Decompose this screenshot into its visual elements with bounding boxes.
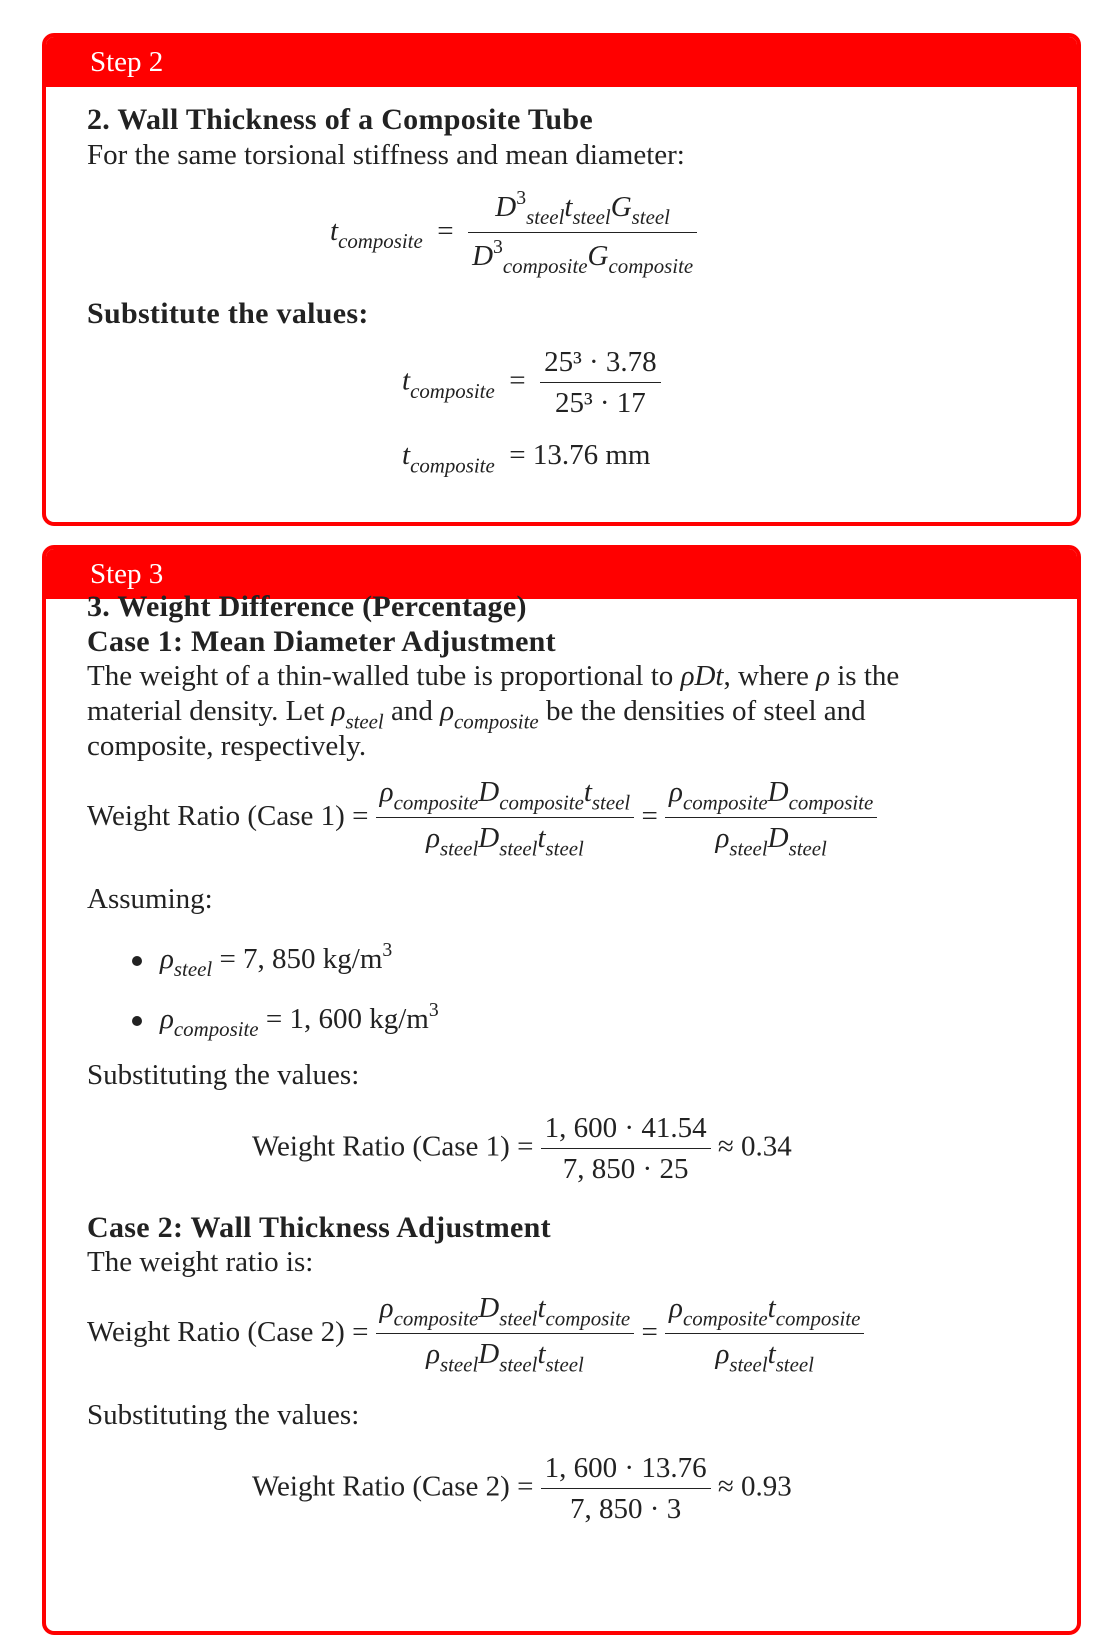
bullet-rho-composite: $\rho_{composite} = 1$, 600 $kg/m^3$ — [132, 999, 439, 1042]
case-2-text: The weight ratio is: — [87, 1246, 314, 1278]
ratio-1-result: ≈ 0.34 — [717, 1130, 792, 1163]
substitution-numerator: 25³ · 3.78 — [540, 345, 661, 383]
bullet-dot — [132, 1016, 142, 1026]
step-2-box — [42, 33, 1081, 526]
substitution-denominator: 25³ · 17 — [554, 386, 646, 419]
bullet-rho-steel: $\rho_{steel} = 7$, 850 $kg/m^3$ — [132, 939, 392, 982]
ratio-2-result: ≈ 0.93 — [717, 1470, 792, 1503]
step-2-intro: For the same torsional stiffness and mean diameter: — [87, 139, 685, 171]
case-1-title: Case 1: Mean Diameter Adjustment — [87, 625, 556, 658]
weight-ratio-case-2-formula: Weight Ratio (Case 2) = $\frac{\rho_{composite}D_{steel}t_{composite}}{\rho_{steel}D_{steel}t_{steel}}$ = $\frac{\rho_{composite}t_{composite}}{\rho_{steel}t_{steel}}$ — [87, 1291, 864, 1378]
step-3-title: 3. Weight Difference (Percentage) — [87, 590, 527, 623]
substituting-label-1: Substituting the values: — [87, 1059, 360, 1091]
weight-ratio-case-1-formula: Weight Ratio (Case 1) = $\frac{\rho_{composite}D_{composite}t_{steel}}{\rho_{steel}D_{steel}t_{steel}}$ = $\frac{\rho_{composite}D_{composite}}{\rho_{steel}D_{steel}}$ — [87, 775, 877, 862]
thickness-substitution: $t_{composite}$ = $\frac{\text{25³ · 3.78}}{\text{25³ · 17}}$ — [402, 345, 661, 421]
substituting-label-2: Substituting the values: — [87, 1399, 360, 1431]
step-2-header: Step 2 — [46, 37, 1077, 87]
case-1-text-line-1: The weight of a thin-walled tube is proportional to ρDt, where ρ is the — [87, 660, 900, 692]
thickness-result: $t_{composite} = 13.76$ mm — [402, 439, 651, 478]
assuming-label: Assuming: — [87, 883, 213, 915]
case-1-text-line-3: composite, respectively. — [87, 730, 367, 762]
step-3-header: Step 3 — [46, 549, 1077, 599]
step-2-title: 2. Wall Thickness of a Composite Tube — [87, 103, 593, 136]
thickness-result-value: 13.76 mm — [532, 439, 651, 471]
thickness-formula: $t_{composite}$ = $\frac{D^3_{steel}t_{steel}G_{steel}}{D^3_{composite}G_{composite}}$ — [330, 187, 697, 279]
case-2-title: Case 2: Wall Thickness Adjustment — [87, 1211, 551, 1244]
weight-ratio-case-2-substitution: Weight Ratio (Case 2) = $\frac{1, 600 \cdot 13.76}{7, 850 \cdot 3}$ ≈ 0.93 — [252, 1452, 792, 1525]
step-3-box — [42, 545, 1081, 1635]
weight-ratio-case-1-substitution: Weight Ratio (Case 1) = $\frac{1, 600 \cdot 41.54}{7, 850 \cdot 25}$ ≈ 0.34 — [252, 1112, 792, 1185]
bullet-dot — [132, 956, 142, 966]
substitute-label: Substitute the values: — [87, 297, 369, 330]
case-1-text-line-2: material density. Let $\rho_{steel}$ and $\rho_{composite}$ be the densities of steel and — [87, 695, 866, 734]
